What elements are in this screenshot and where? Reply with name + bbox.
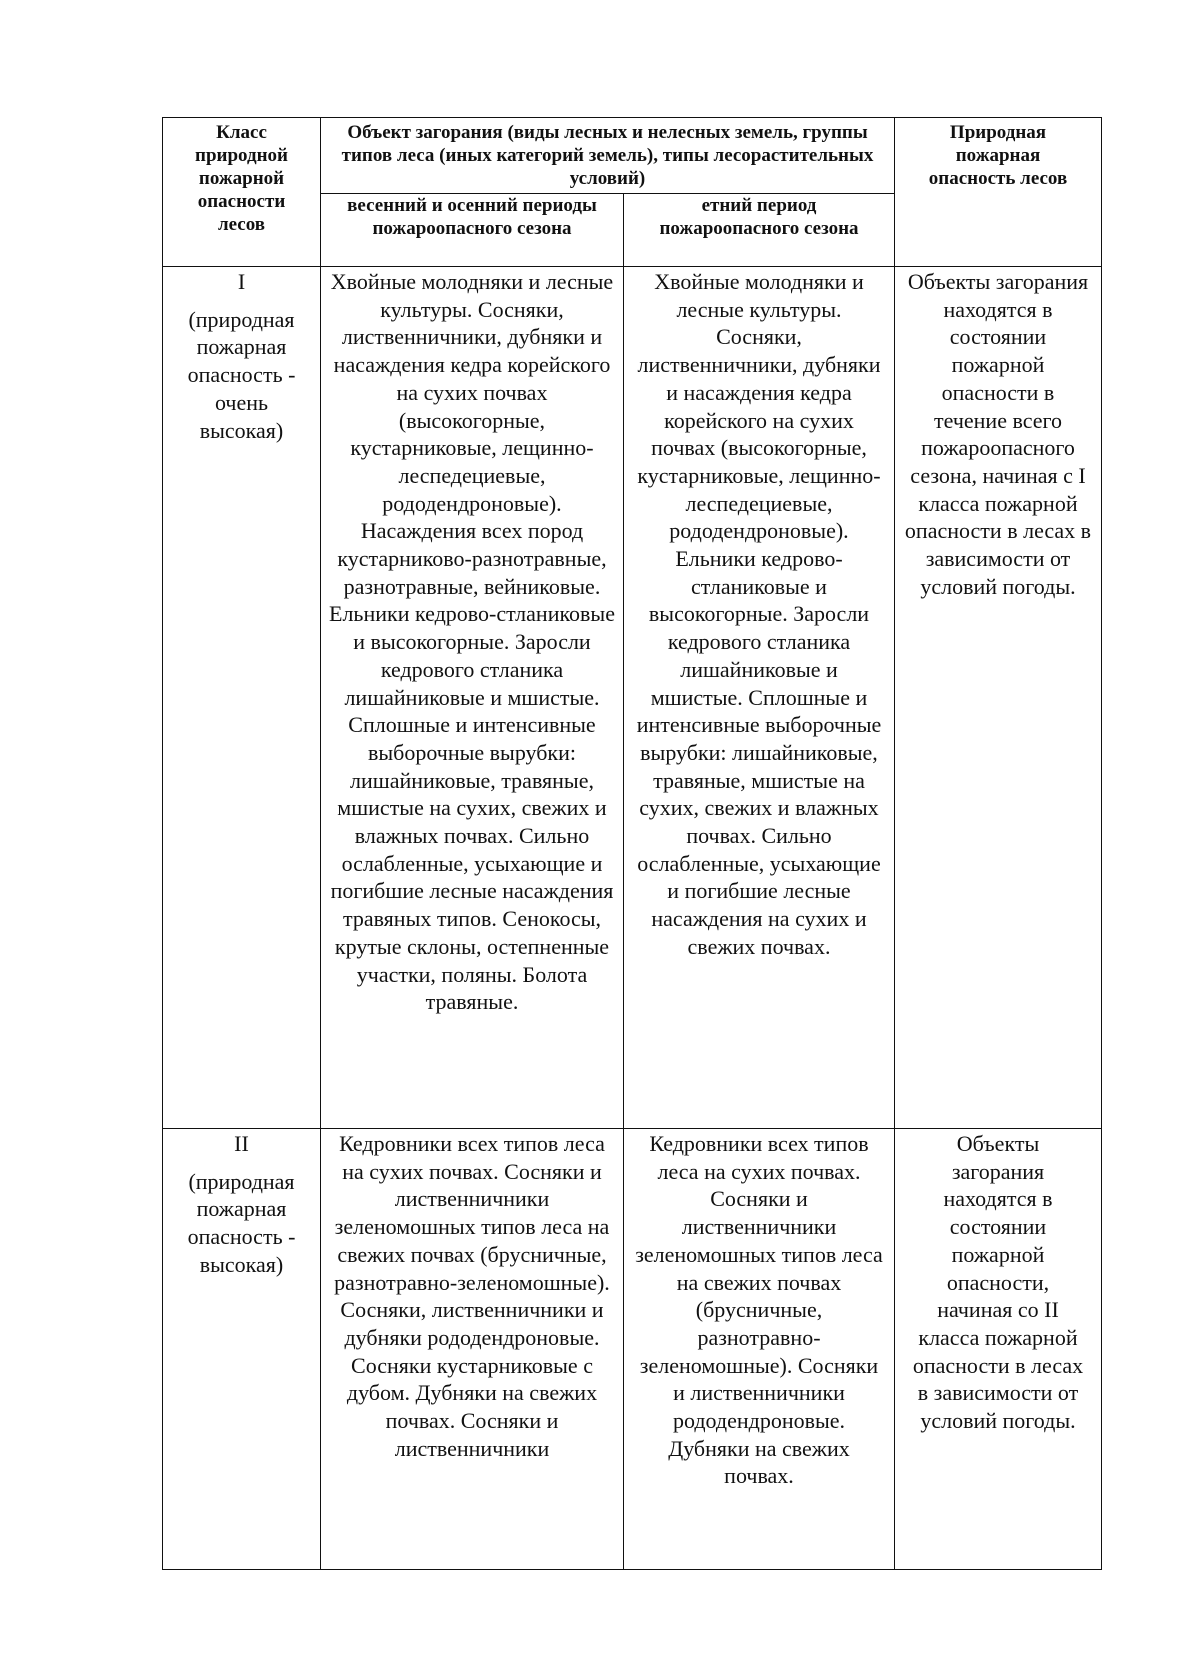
summer-cell: Хвойные молодняки и лесные культуры. Сосняки, лиственничники, дубняки и насаждения кедра корейского на сухих почвах (высокогорные, кустарниковые, лещинно-леспедециевые, рододендроновые). Ельники кедрово-стланиковые и высокогорные. Заросли кедрового стланика лишайниковые и мшистые. Сплошные и интенсивные выборочные вырубки: лишайниковые, травяные, мшистые на сухих, свежих и влажных почвах. Сильно ослабленные, усыхающие и погибшие лесные насаждения на сухих и свежих почвах. bbox=[624, 267, 895, 1129]
header-spring-autumn: весенний и осенний периоды пожароопасного сезона bbox=[321, 194, 624, 267]
class-cell bbox=[163, 267, 321, 1129]
table-row bbox=[163, 1129, 1102, 1570]
danger-cell: Объекты загорания находятся в состоянии пожарной опасности в течение всего пожароопасного сезона, начиная с I класса пожарной опасности в лесах в зависимости от условий погоды. bbox=[895, 267, 1102, 1129]
class-cell bbox=[163, 1129, 321, 1570]
class-number: I bbox=[237, 269, 246, 294]
danger-cell: Объекты загорания находятся в состоянии пожарной опасности, начиная со II класса пожарной опасности в лесах в зависимости от условий погоды. bbox=[895, 1129, 1102, 1570]
table-header-row bbox=[163, 118, 1102, 194]
header-object: Объект загорания (виды лесных и нелесных земель, группы типов леса (иных категорий земель), типы лесорастительных условий) bbox=[321, 118, 895, 194]
fire-danger-table bbox=[162, 117, 1102, 1570]
class-number: II bbox=[234, 1131, 249, 1156]
class-description: (природная пожарная опасность - высокая) bbox=[187, 1168, 296, 1277]
spring-autumn-cell: Кедровники всех типов леса на сухих почвах. Сосняки и лиственничники зеленомошных типов леса на свежих почвах (брусничные, разнотравно-зеленомошные). Сосняки, лиственничники и дубняки рододендроновые. Сосняки кустарниковые с дубом. Дубняки на свежих почвах. Сосняки и лиственничники bbox=[321, 1129, 624, 1570]
header-class: Класс природной пожарной опасности лесов bbox=[163, 118, 321, 267]
table-row bbox=[163, 267, 1102, 1129]
summer-cell: Кедровники всех типов леса на сухих почвах. Сосняки и лиственничники зеленомошных типов леса на свежих почвах (брусничные, разнотравно-зеленомошные). Сосняки и лиственничники рододендроновые. Дубняки на свежих почвах. bbox=[624, 1129, 895, 1570]
header-summer: етний период пожароопасного сезона bbox=[624, 194, 895, 267]
header-danger: Природная пожарная опасность лесов bbox=[895, 118, 1102, 267]
class-description: (природная пожарная опасность - очень высокая) bbox=[187, 306, 296, 443]
spring-autumn-cell: Хвойные молодняки и лесные культуры. Сосняки, лиственничники, дубняки и насаждения кедра корейского на сухих почвах (высокогорные, кустарниковые, лещинно-леспедециевые, рододендроновые). Насаждения всех пород кустарниково-разнотравные, разнотравные, вейниковые. Ельники кедрово-стланиковые и высокогорные. Заросли кедрового стланика лишайниковые и мшистые. Сплошные и интенсивные выборочные вырубки: лишайниковые, травяные, мшистые на сухих, свежих и влажных почвах. Сильно ослабленные, усыхающие и погибшие лесные насаждения травяных типов. Сенокосы, крутые склоны, остепненные участки, поляны. Болота травяные. bbox=[321, 267, 624, 1129]
